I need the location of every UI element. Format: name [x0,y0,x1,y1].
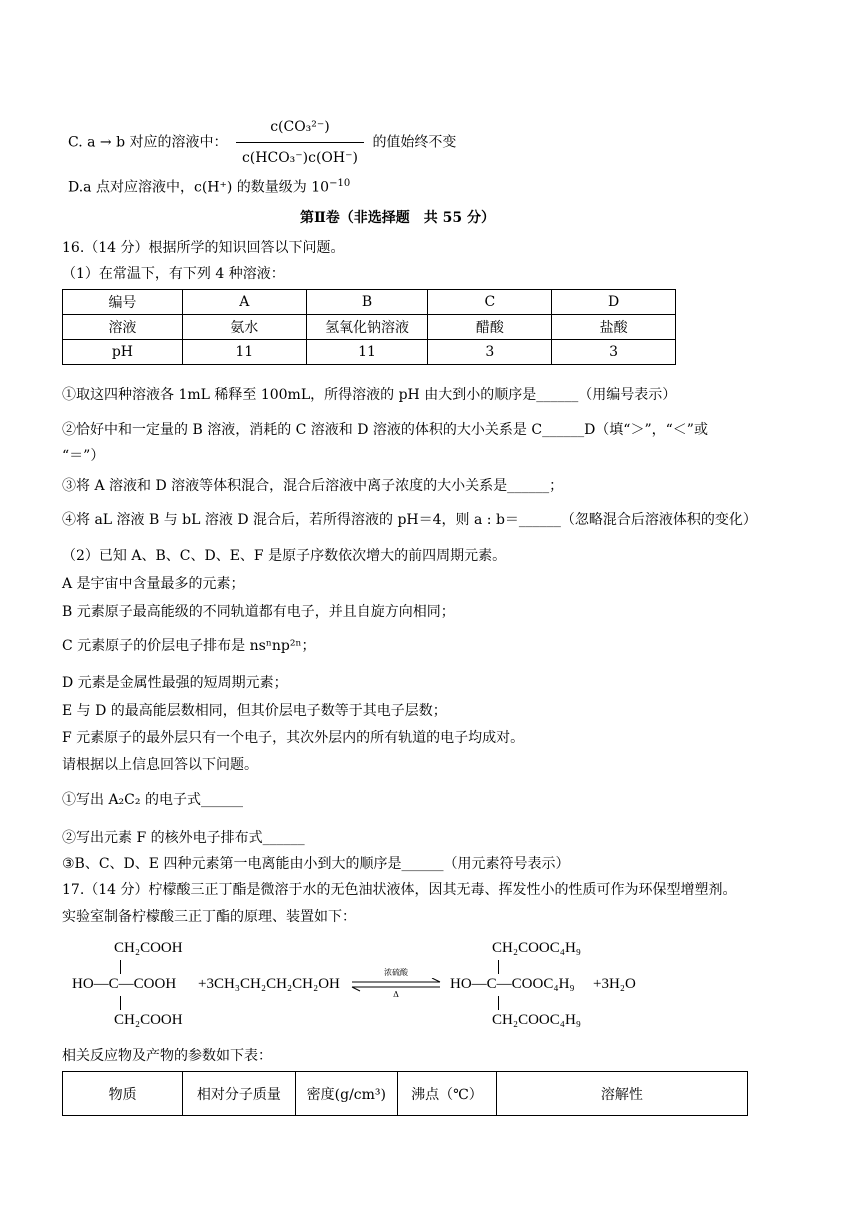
solution-table [62,289,676,365]
table-row [63,315,676,340]
bond-line [120,960,121,974]
water-product: +3H₂O [593,976,636,992]
q16-s4: ④将 aL 溶液 B 与 bL 溶液 D 混合后，若所得溶液的 pH＝4，则 a : b＝______（忽略混合后溶液体积的变化） [62,512,757,528]
q17-stem: 17.（14 分）柠檬酸三正丁酯是微溶于水的无色油状液体，因其无毒、挥发性小的性质可作为环保型增塑剂。 [62,882,737,898]
table-cell: A [182,290,306,315]
fraction-numerator: c(CO₃²⁻) [236,114,364,143]
q17-stem2: 实验室制备柠檬酸三正丁酯的原理、装置如下： [62,909,356,925]
product-top: CH₂COOC₄H₉ [492,940,582,956]
table-cell: 盐酸 [552,315,676,340]
product-mid: HO—C—COOC₄H₉ [450,976,575,992]
butanol-reagent: +3CH₃CH₂CH₂CH₂OH [198,976,340,992]
bond-line [120,996,121,1010]
table-cell: 3 [552,340,676,365]
table-cell: C [428,290,552,315]
heat-label: Δ [393,990,399,999]
table-cell: 氨水 [182,315,306,340]
table-cell: 醋酸 [428,315,552,340]
q16-e2: B 元素原子最高能级的不同轨道都有电子，并且自旋方向相同； [62,604,455,620]
q16-s2a: ②恰好中和一定量的 B 溶液，消耗的 C 溶液和 D 溶液的体积的大小关系是 C______D（填“＞”，“＜”或 [62,422,708,438]
table-header: 相对分子质量 [183,1072,295,1116]
table-cell: 11 [306,340,428,365]
bond-line [498,960,499,974]
q16-a1: ①写出 A₂C₂ 的电子式______ [62,792,243,808]
table-cell: 氢氧化钠溶液 [306,315,428,340]
option-c [68,114,456,171]
table-row [63,290,676,315]
table-row [63,340,676,365]
q16-part2: （2）已知 A、B、C、D、E、F 是原子序数依次增大的前四周期元素。 [62,548,507,564]
q16-s1: ①取这四种溶液各 1mL 稀释至 100mL，所得溶液的 pH 由大到小的顺序是______（用编号表示） [62,387,677,403]
option-d [68,174,350,198]
q16-e7: 请根据以上信息回答以下问题。 [62,757,258,773]
reactant-top: CH₂COOH [114,940,183,956]
table-cell: 编号 [63,290,183,315]
table-cell: 11 [182,340,306,365]
reactant-mid: HO—C—COOH [72,976,177,992]
table-row [63,1072,748,1116]
option-d-text: D.a 点对应溶液中，c(H⁺) 的数量级为 [68,179,307,196]
q16-s2b: “＝”） [62,448,105,464]
table-header: 密度(g/cm³) [295,1072,398,1116]
table-header: 溶解性 [496,1072,747,1116]
option-c-suffix: 的值始终不变 [372,134,457,151]
bond-line [498,996,499,1010]
q16-s3: ③将 A 溶液和 D 溶液等体积混合，混合后溶液中离子浓度的大小关系是______； [62,478,564,494]
table-header: 沸点（℃） [398,1072,497,1116]
q16-part1: （1）在常温下，有下列 4 种溶液： [62,266,285,282]
q16-e4: D 元素是金属性最强的短周期元素； [62,675,288,691]
section-title: 第Ⅱ卷（非选择题 共 55 分） [300,210,496,226]
table-cell: D [552,290,676,315]
q16-e3: C 元素原子的价层电子排布是 nsⁿnp²ⁿ； [62,638,316,654]
table-cell: pH [63,340,183,365]
option-d-exp: 10 [311,179,330,196]
parameter-table [62,1071,748,1116]
option-d-exp-sup: −10 [329,178,351,189]
q16-e6: F 元素原子的最外层只有一个电子，其次外层内的所有轨道的电子均成对。 [62,730,525,746]
option-c-prefix: C. a → b 对应的溶液中： [68,134,228,151]
catalyst-label: 浓硫酸 [384,968,408,977]
reactant-bottom: CH₂COOH [114,1012,183,1028]
q16-a2: ②写出元素 F 的核外电子排布式______ [62,830,305,846]
q16-a3: ③B、C、D、E 四种元素第一电离能由小到大的顺序是______（用元素符号表示） [62,856,570,872]
q16-e1: A 是宇宙中含量最多的元素； [62,576,245,592]
product-bottom: CH₂COOC₄H₉ [492,1012,582,1028]
reaction-arrow [350,970,442,1000]
table-cell: 溶液 [63,315,183,340]
table-cell: 3 [428,340,552,365]
fraction-denominator: c(HCO₃⁻)c(OH⁻) [241,150,358,166]
table-cell: B [306,290,428,315]
table-header: 物质 [63,1072,183,1116]
option-c-fraction [236,114,364,171]
q16-e5: E 与 D 的最高能层数相同，但其价层电子数等于其电子层数； [62,703,447,719]
q16-stem: 16.（14 分）根据所学的知识回答以下问题。 [62,240,345,256]
q17-table-intro: 相关反应物及产物的参数如下表： [62,1048,272,1064]
